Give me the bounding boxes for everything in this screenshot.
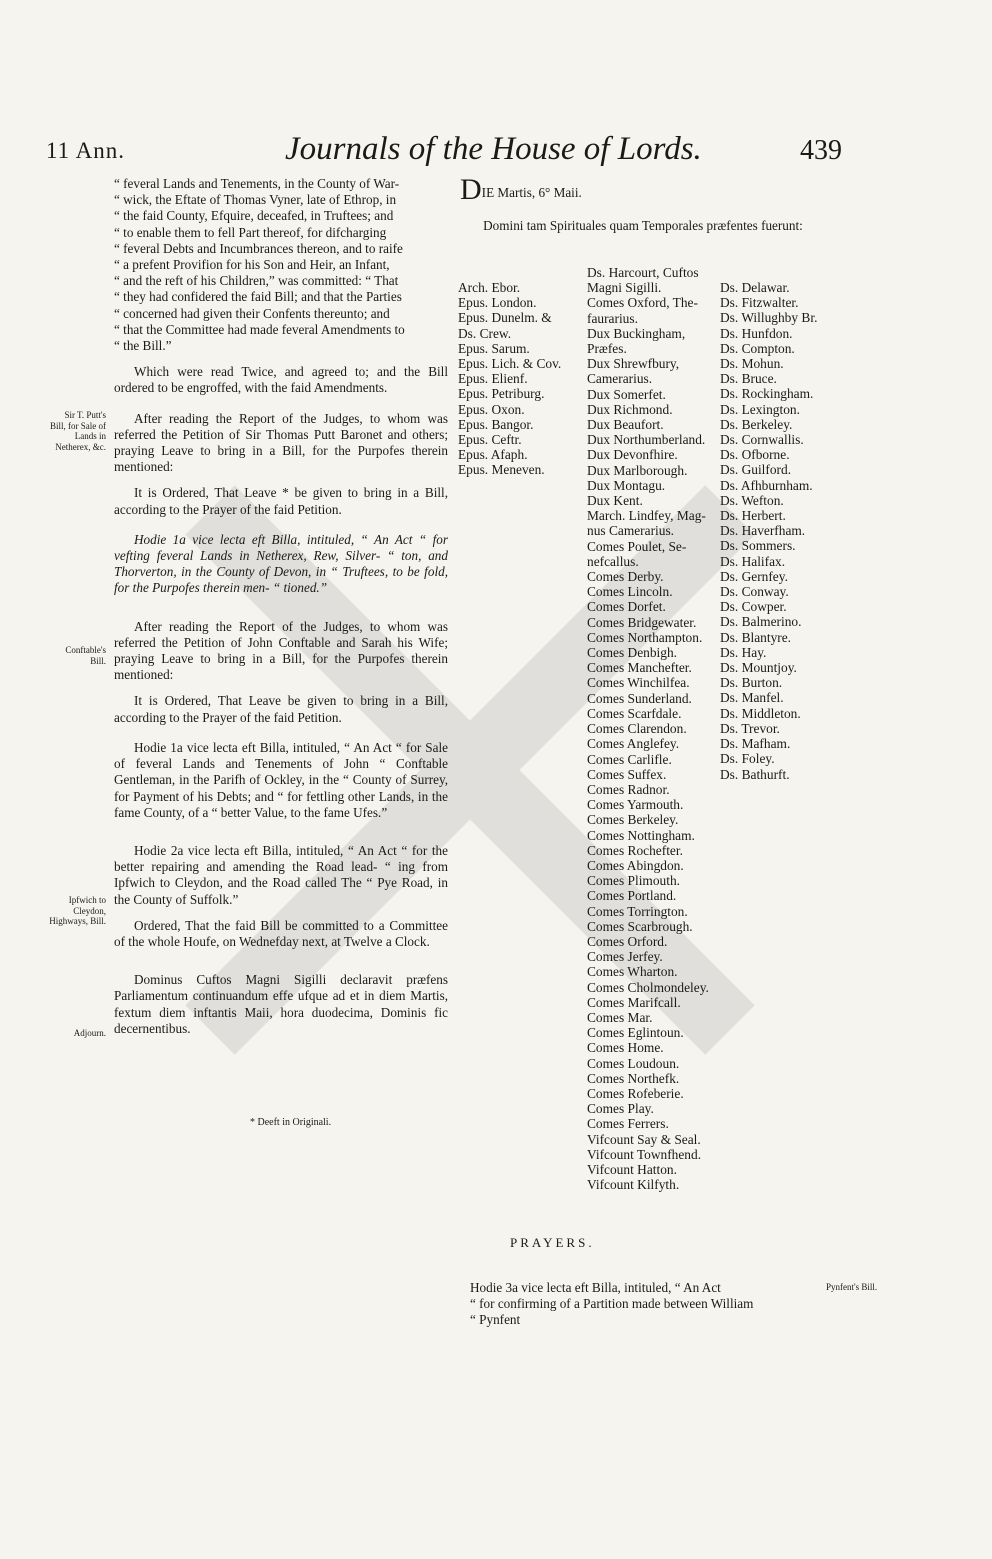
baron-entry: Ds. Lexington. bbox=[720, 401, 800, 417]
paragraph-constable-report: After reading the Report of the Judges, to whom was referred the Petition of John Conftable and Sarah his Wife; praying Leave to bring in a Bill, for the Purpofes therein mentioned: bbox=[114, 618, 448, 683]
quote-line: “ the Bill.” bbox=[114, 338, 172, 354]
peer-entry: March. Lindfey, Mag- bbox=[587, 508, 706, 524]
bishop-entry: Epus. Sarum. bbox=[458, 340, 530, 356]
peer-entry: Dux Devonfhire. bbox=[587, 447, 678, 463]
baron-entry: Ds. Halifax. bbox=[720, 553, 786, 569]
baron-entry: Ds. Mafham. bbox=[720, 736, 791, 752]
peer-entry: Comes Bridgewater. bbox=[587, 614, 697, 630]
peer-entry: Comes Dorfet. bbox=[587, 599, 666, 615]
barons-list bbox=[720, 280, 817, 782]
peer-entry: Comes Scarfdale. bbox=[587, 705, 682, 721]
page-number: 439 bbox=[800, 135, 842, 166]
peer-entry: Comes Carlifle. bbox=[587, 751, 672, 767]
margin-note-ipswich: Ipfwich to Cleydon, Highways, Bill. bbox=[49, 895, 106, 926]
peer-entry: Vifcount Townfhend. bbox=[587, 1146, 702, 1162]
peer-entry: Comes Orford. bbox=[587, 933, 668, 949]
peer-entry: Comes Suffex. bbox=[587, 766, 667, 782]
baron-entry: Ds. Afhburnham. bbox=[720, 477, 813, 493]
baron-entry: Ds. Rockingham. bbox=[720, 386, 814, 402]
paragraph-adjournment: Dominus Cuftos Magni Sigilli declaravit præfens Parliamentum continuandum effe ufque ad et in diem Martis, fextum diem inftantis Maii, hora duodecima, Dominis fic decernentibus. bbox=[114, 972, 448, 1036]
bishop-entry: Epus. Elienf. bbox=[458, 371, 528, 387]
bill-text-line: “ Pynfent bbox=[470, 1312, 521, 1328]
baron-entry: Ds. Bruce. bbox=[720, 371, 777, 387]
peer-entry: Comes Jerfey. bbox=[587, 949, 663, 965]
peer-entry: Comes Ferrers. bbox=[587, 1116, 669, 1132]
baron-entry: Ds. Bathurft. bbox=[720, 766, 790, 782]
baron-entry: Ds. Cowper. bbox=[720, 599, 787, 615]
paragraph-putt-order: It is Ordered, That Leave * be given to bring in a Bill, according to the Prayer of the faid Petition. bbox=[114, 485, 448, 517]
bishop-entry: Epus. Petriburg. bbox=[458, 386, 545, 402]
bishop-entry: Epus. London. bbox=[458, 295, 537, 311]
paragraph-constable-bill: Hodie 1a vice lecta eft Billa, intituled, “ An Act “ for Sale of feveral Lands and Tenements of John “ Conftable Gentleman, in the Parifh of Ockley, in the “ County of Surrey, for Payment of his Debts; and “ for fettling other Lands, in the fame County, of a “ better Value, to the fame Ufes.” bbox=[114, 739, 448, 820]
margin-note-adjourn: Adjourn. bbox=[73, 1028, 106, 1038]
peer-entry: Comes Poulet, Se- bbox=[587, 538, 687, 554]
paragraph-putt-report: After reading the Report of the Judges, to whom was referred the Petition of Sir Thomas Putt Baronet and others; praying Leave to bring in a Bill, for the Purpofes therein mentioned: bbox=[114, 410, 448, 475]
paragraph-netherex-bill: Hodie 1a vice lecta eft Billa, intituled, “ An Act “ for vefting feveral Lands in Netherex, Rew, Silver- “ ton, and Thorverton, in the County of Devon, in “ Truftees, to be fold, for the Purpofes therein men- “ tioned.” bbox=[114, 531, 448, 596]
baron-entry: Ds. Conway. bbox=[720, 584, 789, 600]
peer-entry: Comes Loudoun. bbox=[587, 1055, 680, 1071]
peer-entry: Vifcount Say & Seal. bbox=[587, 1131, 701, 1147]
baron-entry: Ds. Berkeley. bbox=[720, 416, 793, 432]
peer-entry: Ds. Harcourt, Cuftos bbox=[587, 265, 699, 280]
quote-line: “ the faid County, Efquire, deceafed, in Truftees; and bbox=[114, 208, 394, 224]
prayers-heading: PRAYERS. bbox=[510, 1235, 595, 1250]
baron-entry: Ds. Hunfdon. bbox=[720, 325, 793, 341]
peer-entry: Comes Play. bbox=[587, 1101, 654, 1117]
peer-entry: Dux Somerfet. bbox=[587, 386, 666, 402]
peer-entry: Comes Radnor. bbox=[587, 781, 670, 797]
bishop-entry: Arch. Ebor. bbox=[458, 280, 521, 295]
baron-entry: Ds. Wefton. bbox=[720, 492, 784, 508]
sitting-date bbox=[460, 173, 820, 206]
baron-entry: Ds. Mohun. bbox=[720, 356, 784, 372]
peer-entry: nus Camerarius. bbox=[587, 523, 675, 539]
bishop-entry: Epus. Ceftr. bbox=[458, 432, 522, 448]
bishop-entry: Epus. Bangor. bbox=[458, 416, 534, 432]
peer-entry: Dux Montagu. bbox=[587, 477, 666, 493]
date-text: IE Martis, 6° Maii. bbox=[481, 185, 582, 200]
baron-entry: Ds. Compton. bbox=[720, 340, 795, 356]
paragraph-read-twice: Which were read Twice, and agreed to; and the Bill ordered to be engroffed, with the faid Amendments. bbox=[114, 364, 448, 396]
peer-entry: Comes Rofeberie. bbox=[587, 1085, 684, 1101]
quote-line: “ to enable them to fell Part thereof, for difcharging bbox=[114, 224, 387, 240]
baron-entry: Ds. Foley. bbox=[720, 751, 775, 767]
baron-entry: Ds. Balmerino. bbox=[720, 614, 802, 630]
quote-line: “ they had confidered the faid Bill; and that the Parties bbox=[114, 289, 402, 305]
peer-entry: Dux Marlborough. bbox=[587, 462, 688, 478]
peer-entry: Comes Marifcall. bbox=[587, 994, 681, 1010]
peer-entry: Comes Sunderland. bbox=[587, 690, 692, 706]
peer-entry: Comes Winchilfea. bbox=[587, 675, 690, 691]
peer-entry: Comes Yarmouth. bbox=[587, 797, 684, 813]
baron-entry: Ds. Blantyre. bbox=[720, 629, 792, 645]
peer-entry: Comes Wharton. bbox=[587, 964, 678, 980]
peer-entry: Camerarius. bbox=[587, 371, 653, 387]
paragraph-ipswich-bill: Hodie 2a vice lecta eft Billa, intituled, “ An Act “ for the better repairing and amending the Road lead- “ ing from Ipfwich to Cleydon, and the Road called The “ Pye Road, in the County of Suffolk.” bbox=[114, 842, 448, 907]
left-column bbox=[114, 176, 448, 1047]
drop-cap: D bbox=[460, 173, 482, 206]
quote-line: “ feveral Lands and Tenements, in the County of War- bbox=[114, 176, 400, 191]
margin-note-putt: Sir T. Putt's Bill, for Sale of Lands in Netherex, &c. bbox=[50, 410, 106, 452]
peer-entry: Dux Shrewfbury, bbox=[587, 356, 680, 372]
peer-entry: Comes Plimouth. bbox=[587, 873, 681, 889]
paragraph-committee-order: Ordered, That the faid Bill be committed to a Committee of the whole Houfe, on Wednefday next, at Twelve a Clock. bbox=[114, 917, 448, 949]
quote-line: “ a prefent Provifion for his Son and Heir, an Infant, bbox=[114, 257, 390, 273]
baron-entry: Ds. Delawar. bbox=[720, 280, 790, 295]
peer-entry: Dux Richmond. bbox=[587, 401, 673, 417]
peer-entry: Comes Portland. bbox=[587, 888, 677, 904]
peer-entry: Comes Northefk. bbox=[587, 1070, 680, 1086]
peer-entry: Comes Eglintoun. bbox=[587, 1025, 684, 1041]
bishop-entry: Epus. Afaph. bbox=[458, 447, 528, 463]
peer-entry: Comes Cholmondeley. bbox=[587, 979, 709, 995]
footnote: * Deeft in Originali. bbox=[250, 1117, 332, 1128]
peer-entry: faurarius. bbox=[587, 310, 638, 326]
header-regnal-year: 11 Ann. bbox=[46, 138, 125, 163]
page-title: Journals of the House of Lords. bbox=[285, 131, 702, 167]
peer-entry: Comes Northampton. bbox=[587, 629, 703, 645]
peers-list bbox=[587, 265, 709, 1192]
peer-entry: Comes Mar. bbox=[587, 1009, 653, 1025]
baron-entry: Ds. Burton. bbox=[720, 675, 783, 691]
peer-entry: Comes Clarendon. bbox=[587, 721, 687, 737]
peer-entry: Comes Rochefter. bbox=[587, 842, 683, 858]
baron-entry: Ds. Hay. bbox=[720, 644, 767, 660]
baron-entry: Ds. Trevor. bbox=[720, 720, 780, 736]
bishop-entry: Epus. Oxon. bbox=[458, 401, 525, 417]
baron-entry: Ds. Sommers. bbox=[720, 538, 796, 554]
baron-entry: Ds. Herbert. bbox=[720, 508, 786, 524]
quote-line: “ that the Committee had made feveral Amendments to bbox=[114, 321, 405, 337]
committee-report-quote bbox=[114, 176, 448, 354]
peer-entry: Præfes. bbox=[587, 341, 627, 357]
peer-entry: Dux Kent. bbox=[587, 493, 643, 509]
quote-line: “ concerned had given their Confents thereunto; and bbox=[114, 305, 390, 321]
peer-entry: Comes Scarbrough. bbox=[587, 918, 693, 934]
peer-entry: Dux Northumberland. bbox=[587, 432, 706, 448]
peer-entry: Dux Beaufort. bbox=[587, 417, 664, 433]
peer-entry: Comes Derby. bbox=[587, 569, 664, 585]
peer-entry: Magni Sigilli. bbox=[587, 280, 662, 296]
bishop-entry: Epus. Dunelm. & bbox=[458, 310, 552, 326]
quote-line: “ and the reft of his Children,” was committed: “ That bbox=[114, 273, 399, 289]
quote-line: “ feveral Debts and Incumbrances thereon, and to raife bbox=[114, 240, 403, 256]
bishop-entry: Epus. Lich. & Cov. bbox=[458, 356, 562, 372]
present-heading: Domini tam Spirituales quam Temporales præfentes fuerunt: bbox=[483, 218, 803, 233]
peer-entry: Dux Buckingham, bbox=[587, 325, 686, 341]
peer-entry: Comes Berkeley. bbox=[587, 812, 679, 828]
baron-entry: Ds. Mountjoy. bbox=[720, 660, 797, 676]
peer-entry: Comes Home. bbox=[587, 1040, 664, 1056]
baron-entry: Ds. Ofborne. bbox=[720, 447, 790, 463]
bill-text-line: Hodie 3a vice lecta eft Billa, intituled, “ An Act bbox=[470, 1280, 721, 1295]
paragraph-constable-order: It is Ordered, That Leave be given to bring in a Bill, according to the Prayer of the faid Petition. bbox=[114, 693, 448, 725]
peer-entry: nefcallus. bbox=[587, 553, 639, 569]
baron-entry: Ds. Gernfey. bbox=[720, 568, 788, 584]
peer-entry: Comes Denbigh. bbox=[587, 645, 678, 661]
bill-text-line: “ for confirming of a Partition made between William bbox=[470, 1296, 754, 1312]
baron-entry: Ds. Guilford. bbox=[720, 462, 792, 478]
pynsent-bill-text bbox=[470, 1280, 810, 1329]
bishops-list bbox=[458, 280, 561, 478]
baron-entry: Ds. Manfel. bbox=[720, 690, 784, 706]
peer-entry: Comes Anglefey. bbox=[587, 736, 680, 752]
bishop-entry: Ds. Crew. bbox=[458, 325, 512, 341]
bishop-entry: Epus. Meneven. bbox=[458, 462, 545, 478]
baron-entry: Ds. Middleton. bbox=[720, 705, 801, 721]
peer-entry: Comes Torrington. bbox=[587, 903, 688, 919]
margin-note-constable: Conftable's Bill. bbox=[65, 645, 106, 666]
peer-entry: Comes Oxford, The- bbox=[587, 295, 698, 311]
peer-entry: Comes Manchefter. bbox=[587, 660, 692, 676]
peer-entry: Comes Nottingham. bbox=[587, 827, 695, 843]
baron-entry: Ds. Fitzwalter. bbox=[720, 295, 799, 311]
baron-entry: Ds. Haverfham. bbox=[720, 523, 806, 539]
peer-entry: Comes Lincoln. bbox=[587, 584, 673, 600]
baron-entry: Ds. Cornwallis. bbox=[720, 432, 804, 448]
peer-entry: Vifcount Kilfyth. bbox=[587, 1177, 680, 1193]
quote-line: “ wick, the Eftate of Thomas Vyner, late of Ethrop, in bbox=[114, 192, 397, 208]
margin-note-pynsent: Pynfent's Bill. bbox=[826, 1282, 878, 1292]
peer-entry: Comes Abingdon. bbox=[587, 857, 684, 873]
peer-entry: Vifcount Hatton. bbox=[587, 1161, 677, 1177]
baron-entry: Ds. Willughby Br. bbox=[720, 310, 818, 326]
